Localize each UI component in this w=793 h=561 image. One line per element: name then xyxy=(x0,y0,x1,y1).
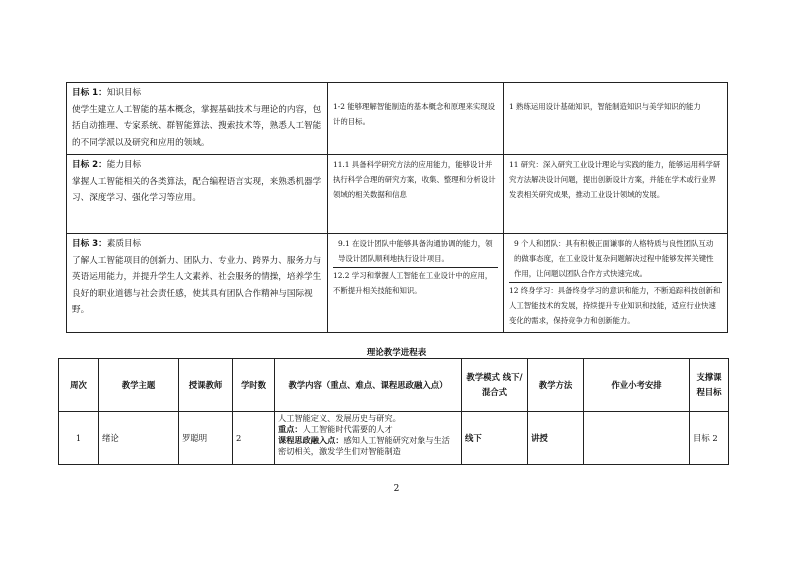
objective-3-indicator-text-1: 9.1 在设计团队中能够具备沟通协调的能力，领导设计团队顺利地执行设计项目。 xyxy=(333,236,498,268)
header-homework: 作业小考安排 xyxy=(584,359,690,412)
header-mode: 教学模式 线下/混合式 xyxy=(462,359,528,412)
header-hours: 学时数 xyxy=(233,359,275,412)
objective-1-requirement xyxy=(504,83,728,155)
schedule-title: 理论教学进程表 xyxy=(366,348,427,358)
row-ideology-point xyxy=(278,435,458,457)
header-content: 教学内容（重点、难点、课程思政融入点） xyxy=(275,359,462,412)
objective-3-requirement-text-2: 12 终身学习：具备终身学习的意识和能力，不断追踪科技创新和人工智能技术的发展，持续提升专业知识和技能，适应行业快速变化的需求，保持竞争力和创新能力。 xyxy=(509,286,721,325)
row-method: 讲授 xyxy=(528,412,584,465)
objective-3-requirement-text-1: 9 个人和团队：具有积极正面谦事的人格特质与良性团队互动的做事态度，在工业设计复杂问题解决过程中能够发挥关键性作用，让问题以团队合作方式快速完成。 xyxy=(509,236,722,283)
table-row xyxy=(59,412,729,465)
objective-3-label: 目标 3： xyxy=(72,239,107,249)
row-week: 1 xyxy=(59,412,99,465)
row-support: 目标 2 xyxy=(690,412,729,465)
objective-1-name: 知识目标 xyxy=(106,88,142,98)
row-content xyxy=(275,412,462,465)
objective-2-requirement-text: 11 研究：深入研究工业设计理论与实践的能力，能够运用科学研究方法解决设计问题，提出创新设计方案，并能在学术或行业界发表相关研究成果，推动工业设计领域的发展。 xyxy=(509,160,721,199)
row-homework xyxy=(584,412,690,465)
header-teacher: 授课教师 xyxy=(179,359,233,412)
objective-3-name: 素质目标 xyxy=(106,239,142,249)
key-point-label: 重点： xyxy=(278,424,303,434)
objective-1-indicator xyxy=(328,83,504,155)
header-method: 教学方法 xyxy=(528,359,584,412)
objective-1-label: 目标 1： xyxy=(72,88,107,98)
row-topic: 绪论 xyxy=(99,412,179,465)
objective-3-description: 了解人工智能项目的创新力、团队力、专业力、跨界力、服务力与英语运用能力，并提升学生人文素养、社会服务的情操，培养学生良好的职业道德与社会责任感，使其具有团队合作精神与国际视野。 xyxy=(72,255,322,315)
objective-3-requirement xyxy=(504,234,728,333)
ideology-text: 感知人工智能研究对象与生活密切相关，激发学生们对智能制造 xyxy=(278,435,450,456)
teaching-schedule-table xyxy=(58,358,729,465)
schedule-header-row xyxy=(59,359,729,412)
objective-2-name: 能力目标 xyxy=(106,160,142,170)
objective-3-indicator-text-2: 12.2 学习和掌握人工智能在工业设计中的应用，不断提升相关技能和知识。 xyxy=(333,271,493,295)
objective-row-3 xyxy=(67,234,728,333)
objective-row-1 xyxy=(67,83,728,155)
page-number: 2 xyxy=(393,484,400,494)
course-objectives-table xyxy=(66,82,728,333)
row-key-point xyxy=(278,424,458,435)
objective-1-cell xyxy=(67,83,328,155)
header-week: 周次 xyxy=(59,359,99,412)
objective-2-label: 目标 2： xyxy=(72,160,107,170)
objective-row-2 xyxy=(67,155,728,234)
objective-2-indicator-text: 11.1 具备科学研究方法的应用能力，能够设计并执行科学合理的研究方案，收集、整理和分析设计领域的相关数据和信息 xyxy=(333,160,496,199)
objective-2-cell xyxy=(67,155,328,234)
row-teacher: 罗聪明 xyxy=(179,412,233,465)
row-content-line1: 人工智能定义、发展历史与研究。 xyxy=(278,413,401,423)
objective-1-description: 使学生建立人工智能的基本概念，掌握基础技术与理论的内容，包括自动推理、专家系统、群智能算法、搜索技术等，熟悉人工智能的不同学派以及研究和应用的领域。 xyxy=(72,104,322,148)
objective-2-indicator xyxy=(328,155,504,234)
objective-3-indicator xyxy=(328,234,504,333)
row-hours: 2 xyxy=(233,412,275,465)
objective-1-indicator-text: 1-2 能够理解智能制造的基本概念和原理来实现设计的目标。 xyxy=(333,102,496,126)
header-topic: 教学主题 xyxy=(99,359,179,412)
header-support: 支撑课程目标 xyxy=(690,359,729,412)
ideology-label: 课程思政融入点： xyxy=(278,435,344,445)
key-point-text: 人工智能时代需要的人才 xyxy=(302,424,393,434)
objective-3-cell xyxy=(67,234,328,333)
row-mode: 线下 xyxy=(462,412,528,465)
objective-2-requirement xyxy=(504,155,728,234)
objective-1-requirement-text: 1 熟练运用设计基础知识，智能制造知识与美学知识的能力 xyxy=(509,102,701,111)
objective-2-description: 掌握人工智能相关的各类算法，配合编程语言实现，来熟悉机器学习、深度学习、强化学习等应用。 xyxy=(72,176,322,203)
